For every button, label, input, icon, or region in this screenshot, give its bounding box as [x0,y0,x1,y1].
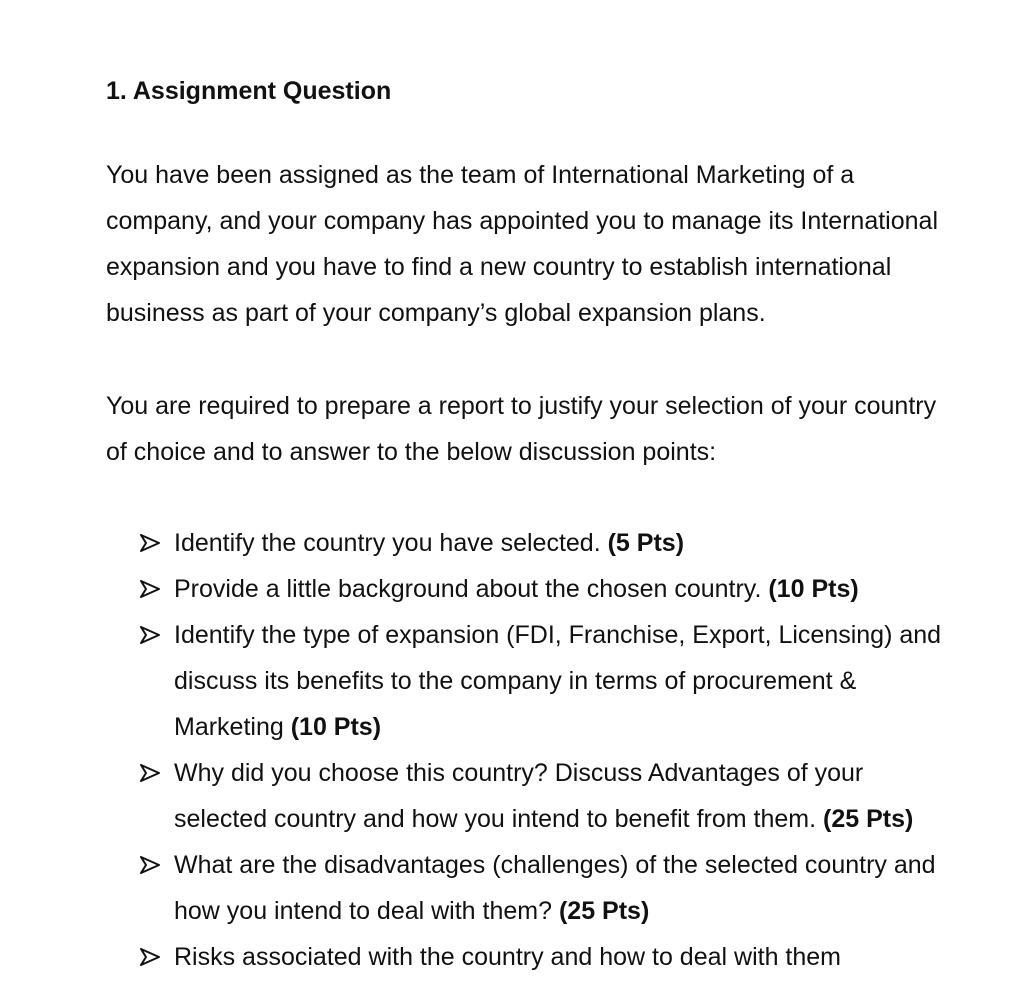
discussion-point [140,842,1020,934]
point-text-line-2: discuss its benefits to the company in terms of procurement & [174,667,857,695]
section-heading: 1. Assignment Question [106,77,392,105]
discussion-points-list [140,520,1020,980]
point-text-line-1: Why did you choose this country? Discuss Advantages of your [174,759,864,787]
point-text-line-2: how you intend to deal with them? [174,897,553,925]
discussion-point [140,750,1020,842]
arrow-bullet-icon [140,750,164,796]
point-score: (25 Pts) [823,805,914,833]
point-score: (25 Pts) [558,897,650,925]
requirement-line-2: of choice and to answer to the below discussion points: [106,438,717,466]
requirement-line-1: You are required to prepare a report to justify your selection of your country [106,392,937,420]
arrow-bullet-icon [140,566,164,612]
point-score: (10 Pts) [768,575,859,603]
point-text-line-3: Marketing [174,713,284,741]
arrow-bullet-icon [140,842,164,888]
point-text: Risks associated with the country and how to deal with them [174,943,842,971]
intro-paragraph [106,152,1006,336]
discussion-point [140,934,1020,980]
discussion-point [140,612,1020,750]
discussion-point [140,566,1020,612]
arrow-bullet-icon [140,934,164,980]
discussion-point [140,520,1020,566]
point-text-line-2: selected country and how you intend to benefit from them. [174,805,817,833]
intro-line-2: company, and your company has appointed you to manage its International [106,207,939,235]
arrow-bullet-icon [140,520,164,566]
point-score: (5 Pts) [607,529,685,557]
point-text: Identify the country you have selected. [174,529,601,557]
intro-line-4: business as part of your company’s global expansion plans. [106,299,766,327]
requirement-paragraph [106,383,1006,475]
intro-line-3: expansion and you have to find a new country to establish international [106,253,892,281]
point-score: (10 Pts) [290,713,382,741]
intro-line-1: You have been assigned as the team of International Marketing of a [106,161,855,189]
point-text: Provide a little background about the chosen country. [174,575,762,603]
arrow-bullet-icon [140,612,164,658]
point-text-line-1: Identify the type of expansion (FDI, Franchise, Export, Licensing) and [174,621,942,649]
point-text-line-1: What are the disadvantages (challenges) of the selected country and [174,851,936,879]
